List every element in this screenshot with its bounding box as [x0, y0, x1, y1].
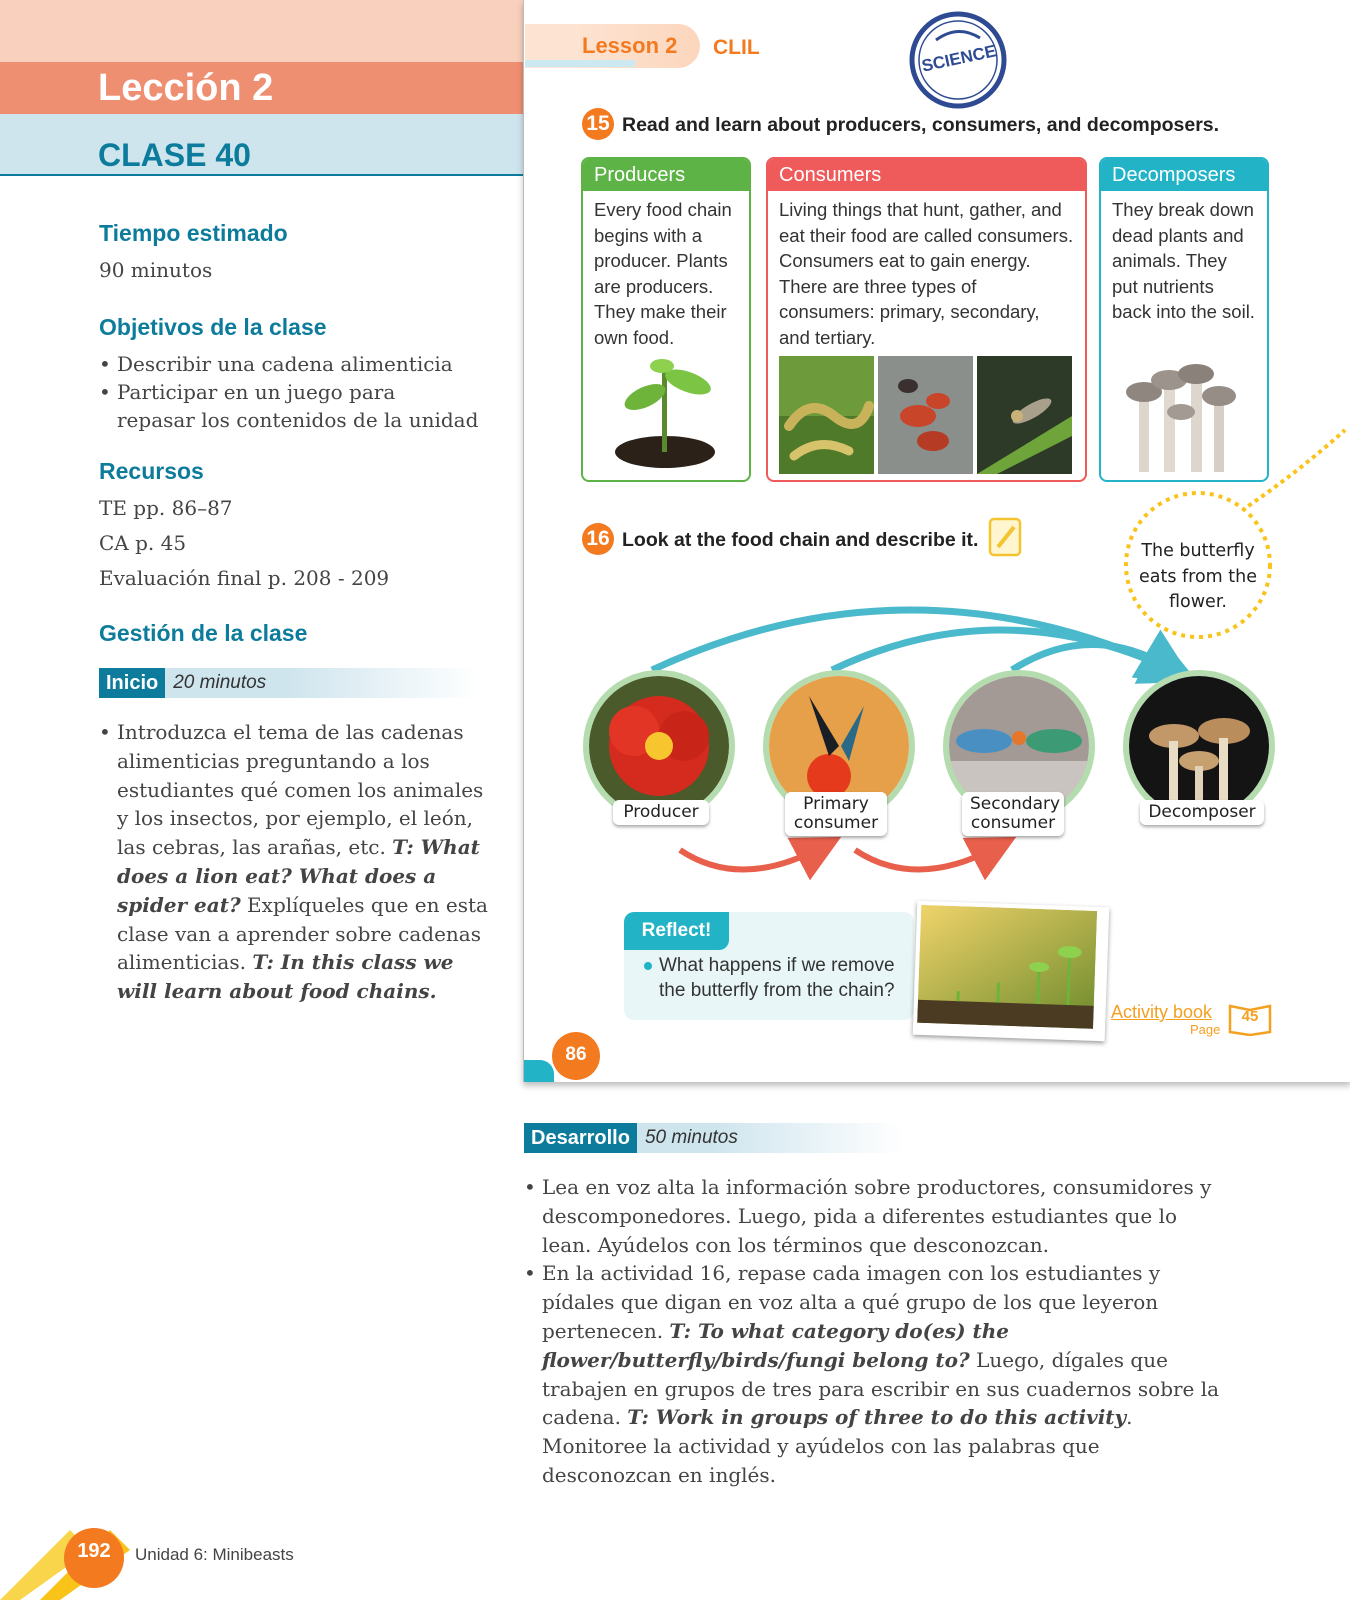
header-band-blue: [0, 114, 523, 176]
inicio-bar: [99, 668, 479, 698]
recursos-heading: Recursos: [99, 458, 204, 484]
inicio-time: 20 minutos: [173, 672, 267, 693]
producers-card-text: Every food chain begins with a producer. Plants are producers. They make their own food.: [594, 199, 732, 348]
consumers-card-text: Living things that hunt, gather, and eat their food are called consumers. Consumers eat to gain energy. There are three types of consumers: primary, secondary, and tertiary.: [779, 199, 1074, 348]
desarrollo-bar: [524, 1123, 904, 1153]
seedlings-photo: [913, 901, 1110, 1042]
desarrollo-bullet-2: [542, 1259, 1229, 1489]
producers-card-title: Producers: [583, 159, 749, 191]
activity-book-label: Activity book: [1111, 1002, 1213, 1022]
leccion-title: Lección 2: [98, 67, 274, 109]
activity-15-number: 15: [582, 108, 614, 140]
speech-bubble-text: The butterfly eats from the flower.: [1138, 541, 1258, 612]
page-number: 192: [77, 1540, 111, 1562]
desarrollo-text-part: . Monitoree la actividad y ayúdelos con las palabras que desconozcan en inglés.: [542, 1405, 1133, 1487]
recurso-1: TE pp. 86–87: [99, 496, 233, 520]
student-page-number: 86: [565, 1044, 587, 1065]
inicio-text-part: Explíqueles que en esta clase van a aprender sobre cadenas alimenticias.: [117, 892, 488, 975]
recurso-3: Evaluación final p. 208 - 209: [99, 566, 390, 590]
inicio-bullet: [117, 718, 489, 1006]
clase-title: CLASE 40: [98, 137, 251, 173]
desarrollo-teacher-line: T: Work in groups of three to do this activity: [627, 1405, 1127, 1430]
decomposers-card-text: They break down dead plants and animals. They put nutrients back into the soil.: [1112, 199, 1255, 322]
clil-label: CLIL: [713, 36, 760, 59]
activity-16-number: 16: [582, 523, 614, 555]
lesson-tab-underline: [525, 60, 635, 67]
pencil-notebook-icon: [986, 515, 1028, 559]
lesson-label: Lesson 2: [582, 33, 678, 58]
reflect-bullet: [644, 962, 652, 970]
activity-page-word: Page: [1190, 1022, 1221, 1037]
objetivos-list: [99, 350, 479, 434]
consumers-card-title: Consumers: [768, 159, 1085, 191]
robber-fly-photo: [977, 356, 1072, 474]
inicio-teacher-line: T: In this class we will learn about food chains.: [117, 950, 454, 1004]
reflect-title: Reflect!: [624, 912, 729, 950]
desarrollo-text-part: Luego, dígales que trabajen en grupos de tres para escribir en sus cuadernos sobre la cadena.: [542, 1347, 1220, 1430]
desarrollo-question: T: To what category do(es) the flower/butterfly/birds/fungi belong to?: [542, 1318, 1009, 1372]
caterpillar-photo: [779, 356, 874, 474]
ants-photo: [878, 356, 973, 474]
activity-page-number: 45: [1241, 1008, 1259, 1025]
inicio-question: T: What does a lion eat? What does a spider eat?: [117, 835, 480, 917]
objetivos-heading: Objetivos de la clase: [99, 314, 327, 340]
chain-label-primary: Primary consumer: [785, 792, 887, 836]
activity-15-instruction: Read and learn about producers, consumers, and decomposers.: [622, 114, 1220, 136]
recurso-2: CA p. 45: [99, 531, 187, 555]
seedling-icon: [600, 352, 730, 472]
header-band-peach: [0, 0, 523, 62]
footer-unit: Unidad 6: Minibeasts: [135, 1545, 294, 1564]
inicio-tag: Inicio: [99, 668, 165, 698]
desarrollo-tag: Desarrollo: [524, 1123, 637, 1153]
reflect-text: What happens if we remove the butterfly from the chain?: [659, 955, 895, 1001]
tiempo-heading: Tiempo estimado: [99, 220, 288, 246]
activity-16-instruction: Look at the food chain and describe it.: [622, 529, 979, 551]
desarrollo-text-part: En la actividad 16, repase cada imagen con los estudiantes y pídales que digan en voz alta a qué grupo de los que leyeron pertenecen.: [542, 1261, 1161, 1343]
desarrollo-time: 50 minutos: [644, 1127, 738, 1148]
tiempo-value: 90 minutos: [99, 258, 213, 282]
desarrollo-bullet-1: • Lea en voz alta la información sobre productores, consumidores y descomponedores. Luego, pida a diferentes estudiantes que lo lean. Ayúdelos con los términos que desconozcan.: [542, 1173, 1229, 1259]
chain-label-secondary: Secondary consumer: [962, 792, 1064, 836]
objetivo-item: • Describir una cadena alimenticia: [117, 350, 479, 378]
gestion-heading: Gestión de la clase: [99, 620, 308, 646]
stamp-text: SCIENCE: [919, 41, 998, 76]
chain-label-decomposer: Decomposer: [1140, 800, 1264, 825]
decomposers-card-title: Decomposers: [1101, 159, 1267, 191]
chain-label-producer: Producer: [613, 800, 709, 825]
objetivo-item: • Participar en un juego para repasar los contenidos de la unidad: [117, 378, 479, 434]
inicio-text-part: Introduzca el tema de las cadenas alimenticias preguntando a los estudiantes qué comen los animales y los insectos, por ejemplo, el león, las cebras, las arañas, etc.: [117, 720, 484, 860]
inicio-text: [99, 718, 489, 1006]
student-page-corner: [524, 1060, 554, 1082]
desarrollo-text: [524, 1173, 1229, 1490]
